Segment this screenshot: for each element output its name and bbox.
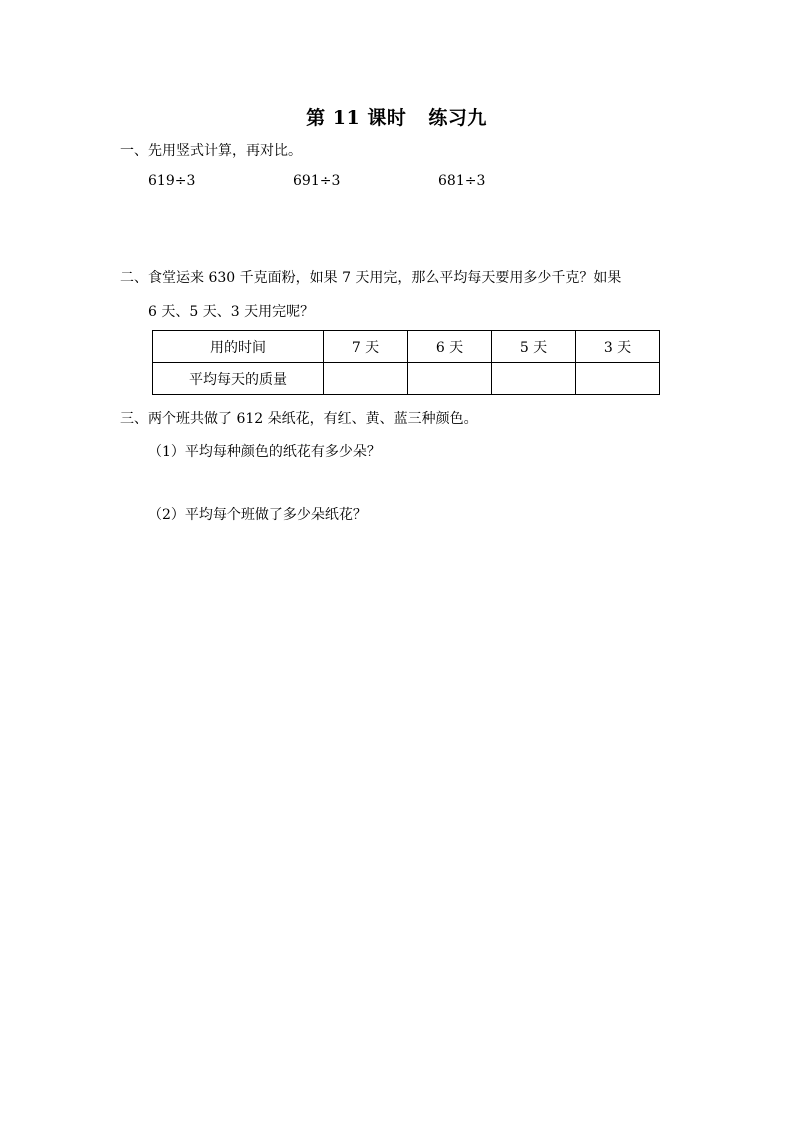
table-header-mass: 平均每天的质量 [153,363,324,395]
answer-table [152,330,660,395]
lesson-number: 第 11 课时 [306,107,407,129]
answer-cell-5-days[interactable] [492,363,576,395]
section-3-heading: 三、两个班共做了 612 朵纸花，有红、黄、蓝三种颜色。 [120,411,478,427]
expression-2: 691÷3 [293,173,341,189]
table-row-time [153,331,660,363]
table-col-6-days: 6 天 [408,331,492,363]
table-col-7-days: 7 天 [324,331,408,363]
section-3-question-2: （2）平均每个班做了多少朵纸花？ [148,507,367,523]
table-row-mass [153,363,660,395]
table-header-time: 用的时间 [153,331,324,363]
section-3-question-1: （1）平均每种颜色的纸花有多少朵？ [148,444,381,460]
table-col-3-days: 3 天 [576,331,660,363]
section-2-line-1: 二、食堂运来 630 千克面粉，如果 7 天用完，那么平均每天要用多少千克？如果 [120,270,622,286]
page-title [0,103,793,130]
answer-cell-6-days[interactable] [408,363,492,395]
table-col-5-days: 5 天 [492,331,576,363]
section-2-line-2: 6 天、5 天、3 天用完呢？ [148,304,315,320]
section-1-heading: 一、先用竖式计算，再对比。 [120,143,302,159]
expression-1: 619÷3 [148,173,196,189]
expression-3: 681÷3 [438,173,486,189]
lesson-name: 练习九 [428,107,487,129]
answer-cell-3-days[interactable] [576,363,660,395]
answer-cell-7-days[interactable] [324,363,408,395]
